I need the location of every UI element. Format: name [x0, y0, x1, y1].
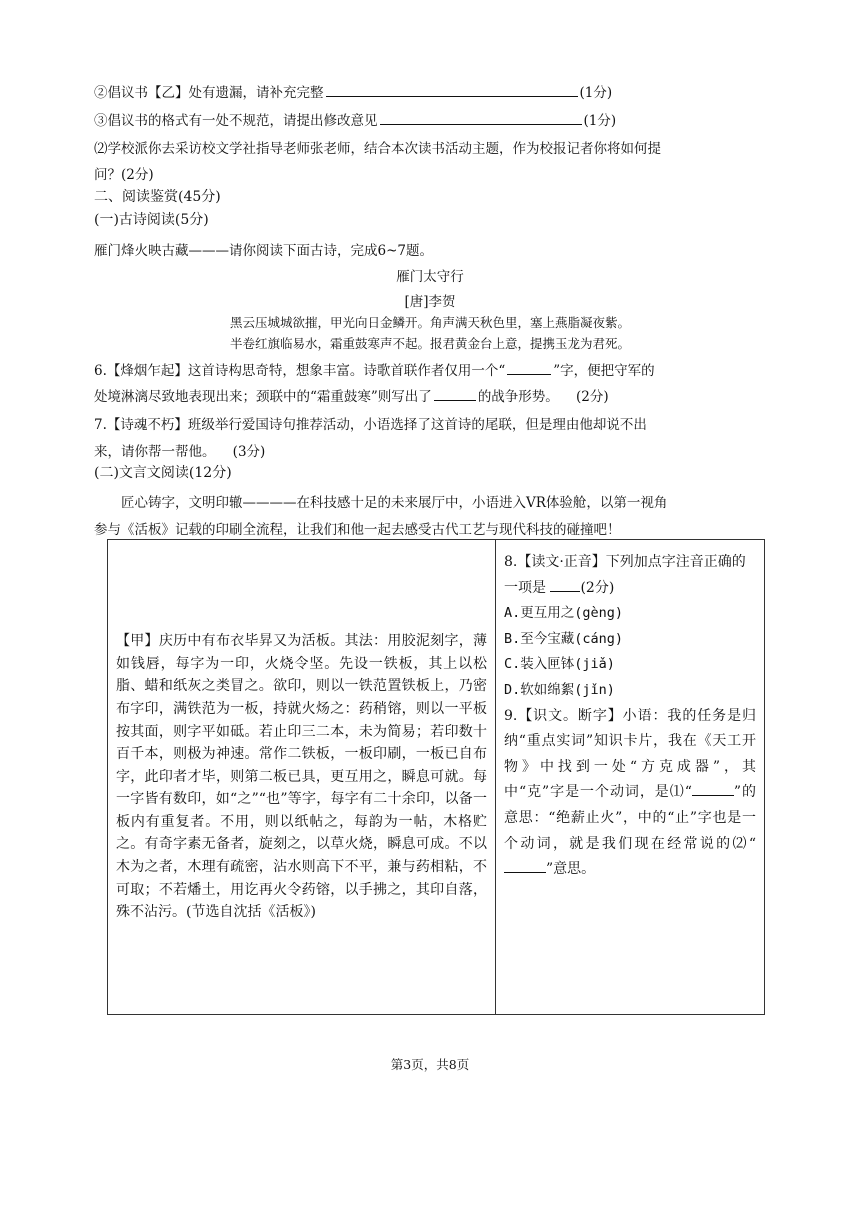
interview-question-line2: 问？(2分) [94, 167, 154, 183]
subsection-heading: (二)文言文阅读(12分) [94, 465, 232, 481]
question-3: ③倡议书的格式有一处不规范，请提出修改意见 (1分) [94, 113, 617, 129]
option-a[interactable]: A.更互用之(gèng) [504, 605, 624, 622]
poem-title: 雁门太守行 [396, 269, 464, 285]
poem-intro: 雁门烽火映古藏———请你阅读下面古诗，完成6~7题。 [94, 243, 433, 259]
page-footer: 第3页，共8页 [390, 1057, 470, 1072]
poem-author: [唐]李贺 [404, 294, 456, 310]
option-d[interactable]: D.软如绵絮(jǐn) [504, 681, 615, 698]
answer-blank[interactable] [507, 373, 551, 375]
subsection-heading: (一)古诗阅读(5分) [94, 212, 209, 228]
poem-line: 半卷红旗临易水，霜重鼓寒声不起。报君黄金台上意，提携玉龙为君死。 [229, 336, 630, 351]
question-7-line2: 来，请你帮一帮他。 (3分) [94, 444, 266, 460]
section-heading: 二、阅读鉴赏(45分) [94, 189, 221, 205]
answer-blank[interactable] [434, 399, 476, 401]
interview-question-line1: ⑵学校派你去采访校文学社指导老师张老师，结合本次读书活动主题，作为校报记者你将如何提 [94, 141, 661, 157]
option-c[interactable]: C.装入匣钵(jiǎ) [504, 656, 615, 673]
answer-blank[interactable] [326, 95, 578, 97]
question-6-line2: 处境淋漓尽致地表现出来；颈联中的“霜重鼓寒”则写出了 的战争形势。 (2分) [94, 389, 609, 405]
question-2: ②倡议书【乙】处有遗漏，请补充完整 (1分) [94, 85, 613, 101]
classical-passage: 【甲】庆历中有布衣毕昇又为活板。其法：用胶泥刻字，薄如钱唇，每字为一印，火烧令坚。先设一铁板，其上以松脂、蜡和纸灰之类冒之。欲印，则以一铁范置铁板上，乃密布字印，满铁范为一板，持就火炀之：药稍镕，则以一平板按其面，则字平如砥。若止印三二本，未为简易；若印数十百千本，则极为神速。常作二铁板，一板印刷，一板已自布字，此印者才毕，则第二板已具，更互用之，瞬息可就。每一字皆有数印，如“之”“也”等字，每字有二十余印，以备一板内有重复者。不用，则以纸帖之，每韵为一帖，木格贮之。有奇字素无备者，旋刻之，以草火烧，瞬息可成。不以木为之者，木理有疏密，沾水则高下不平，兼与药相粘，不可取；不若燔土，用讫再火令药镕，以手拂之，其印自落，殊不沾污。(节选自沈括《活板》) [108, 540, 496, 1015]
intro-line2: 参与《活板》记载的印刷全流程，让我们和他一起去感受古代工艺与现代科技的碰撞吧！ [94, 522, 621, 538]
answer-blank[interactable] [380, 123, 582, 125]
answer-blank[interactable] [550, 590, 580, 592]
question-6-line1: 6.【烽烟乍起】这首诗构思奇特，想象丰富。诗歌首联作者仅用一个“ ”字，便把守军的 [94, 363, 655, 379]
question-9: 9.【识文。断字】小语：我的任务是归纳“重点实词”知识卡片，我在《天工开物》中找到一处“方克成器”，其中“克”字是一个动词，是⑴“ ”的意思：“绝薪止火”，中的“止”字也是一个动词，就是我们现在经常说的⑵“”意思。 [504, 707, 756, 878]
question-7-line1: 7.【诗魂不朽】班级举行爱国诗句推荐活动，小语选择了这首诗的尾联，但是理由他却说不出 [94, 417, 647, 433]
reading-table [107, 539, 765, 1015]
option-b[interactable]: B.至今宝藏(cáng) [504, 630, 624, 647]
question-8: 8.【读文·正音】下列加点字注音正确的一项是 (2分) [504, 554, 746, 596]
intro-line1: 匠心铸字，文明印辙————在科技感十足的未来展厅中，小语进入VR体验舱，以第一视角 [121, 495, 668, 511]
poem-line: 黑云压城城欲摧，甲光向日金鳞开。角声满天秋色里，塞上燕脂凝夜紫。 [229, 315, 630, 330]
answer-blank[interactable] [504, 871, 546, 873]
answer-blank[interactable] [692, 794, 734, 796]
question-panel [496, 540, 765, 1015]
